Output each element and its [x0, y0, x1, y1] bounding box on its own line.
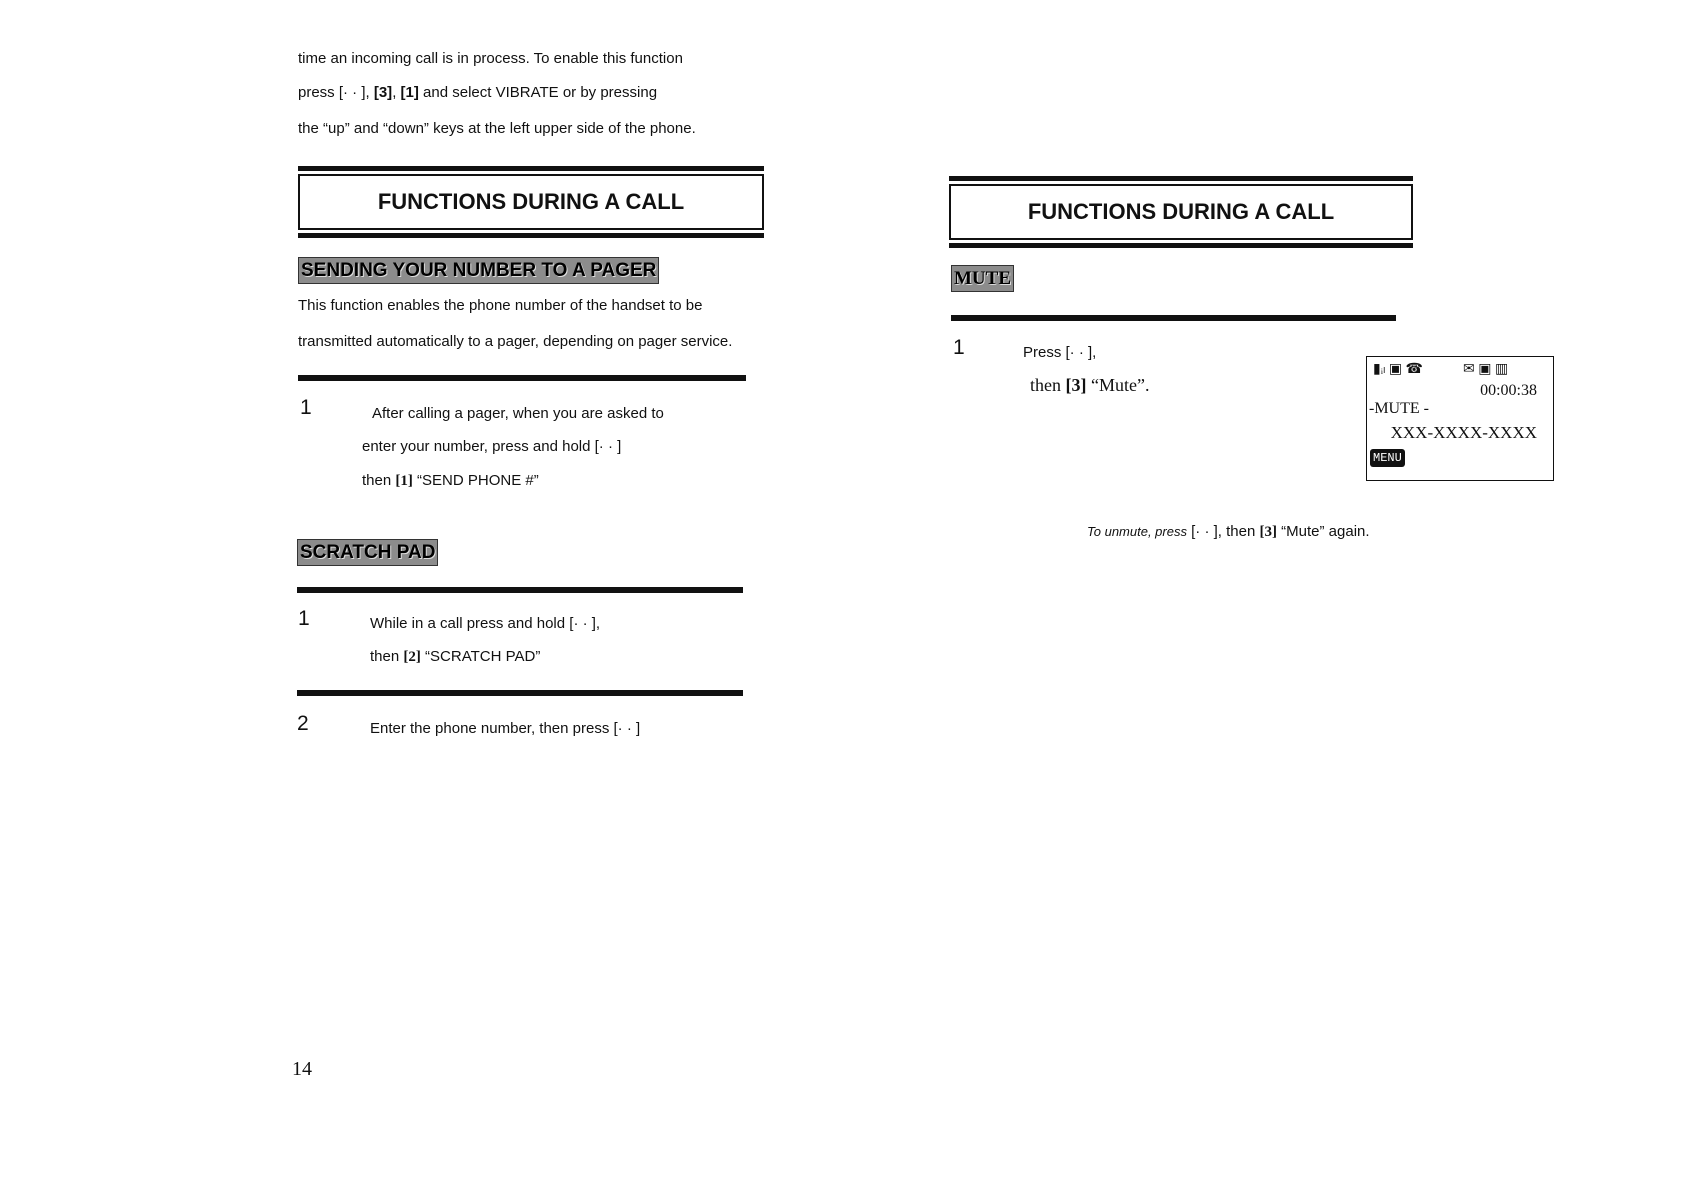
mute-section-label: MUTE	[951, 265, 1014, 292]
left-section-title: FUNCTIONS DURING A CALL	[298, 174, 764, 230]
call-timer: 00:00:38	[1480, 382, 1537, 399]
mute-step-line-2	[1030, 375, 1149, 396]
pager-step-line-1: After calling a pager, when you are asked to	[372, 405, 664, 422]
phone-number: XXX-XXXX-XXXX	[1390, 423, 1537, 442]
title-bar-bottom	[949, 243, 1413, 248]
divider-rule	[297, 587, 743, 593]
pager-desc-line-2: transmitted automatically to a pager, depending on pager service.	[298, 333, 733, 350]
page-number: 14	[292, 1058, 312, 1080]
unmute-note-d: “Mute” again.	[1277, 523, 1370, 540]
step-number: 1	[300, 396, 312, 419]
intro-line-2-part-c: ,	[392, 84, 401, 101]
pager-section-label: SENDING YOUR NUMBER TO A PAGER	[298, 257, 659, 284]
title-bar-bottom	[298, 233, 764, 238]
intro-line-2-part-e: and select VIBRATE or by pressing	[418, 84, 658, 101]
phone-display	[1366, 356, 1554, 481]
key-1: [1]	[400, 84, 419, 101]
scratch-step-1-line-2-a: then	[370, 648, 404, 665]
pager-step-line-3	[362, 472, 539, 490]
key-3: [3]	[1259, 524, 1277, 540]
title-bar-top	[949, 176, 1413, 181]
signal-roaming-call-icons: ▮ᵢₗ ▣ ☎	[1373, 362, 1423, 377]
scratch-step-1-line-1: While in a call press and hold [· · ],	[370, 615, 601, 632]
key-1: [1]	[395, 473, 413, 489]
pager-step-line-3-c: “SEND PHONE #”	[412, 472, 539, 489]
intro-line-3: the “up” and “down” keys at the left upper side of the phone.	[298, 120, 696, 137]
divider-rule	[298, 375, 746, 381]
scratch-section-label: SCRATCH PAD	[297, 539, 438, 566]
key-2: [2]	[403, 649, 421, 665]
scratch-step-2-line-1: Enter the phone number, then press [· · ]	[370, 720, 641, 737]
mute-step-line-1: Press [· · ],	[1023, 344, 1097, 361]
intro-line-2-part-a: press [· · ],	[298, 84, 374, 101]
menu-softkey: MENU	[1370, 449, 1405, 467]
unmute-note-b: [· · ], then	[1186, 523, 1260, 540]
key-3: [3]	[373, 84, 393, 101]
pager-step-line-3-a: then	[362, 472, 396, 489]
step-number: 1	[298, 607, 310, 630]
right-section-title: FUNCTIONS DURING A CALL	[949, 184, 1413, 240]
intro-line-1: time an incoming call is in process. To enable this function	[298, 50, 683, 67]
message-battery-icons: ✉ ▣ ▥	[1463, 362, 1509, 377]
mute-status: -MUTE -	[1369, 400, 1429, 417]
intro-line-2	[298, 84, 657, 101]
pager-desc-line-1: This function enables the phone number of the handset to be	[298, 297, 703, 314]
divider-rule	[951, 315, 1396, 321]
unmute-note-a: To unmute, press	[1087, 524, 1187, 539]
step-number: 1	[953, 336, 965, 359]
mute-step-line-2-a: then	[1030, 375, 1066, 395]
unmute-note	[1087, 523, 1370, 541]
title-bar-top	[298, 166, 764, 171]
scratch-step-1-line-2-c: “SCRATCH PAD”	[420, 648, 541, 665]
divider-rule	[297, 690, 743, 696]
pager-step-line-2: enter your number, press and hold [· · ]	[362, 438, 622, 455]
key-3: [3]	[1065, 375, 1087, 395]
step-number: 2	[297, 712, 309, 735]
mute-step-line-2-c: “Mute”.	[1086, 375, 1150, 395]
scratch-step-1-line-2	[370, 648, 540, 666]
